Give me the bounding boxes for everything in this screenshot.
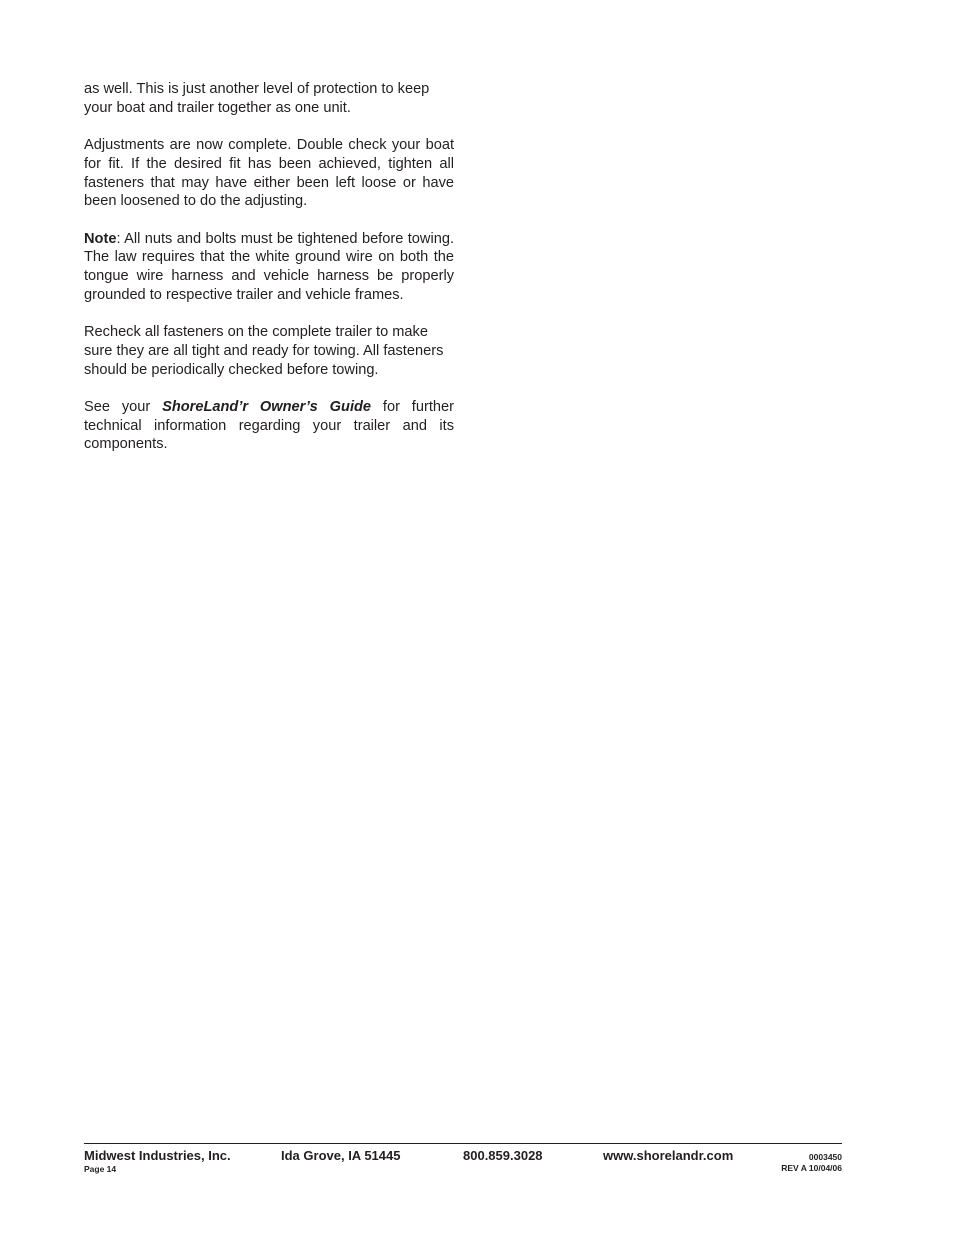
paragraph-recheck: Recheck all fasteners on the complete trailer to make sure they are all tight and ready for towing. All fasteners should be periodically checked before towing.: [84, 324, 444, 378]
footer-company: Midwest Industries, Inc.: [84, 1148, 231, 1163]
owners-guide-title: ShoreLand’r Owner’s Guide: [162, 398, 372, 415]
paragraph-protection: as well. This is just another level of protection to keep your boat and trailer together as one unit.: [84, 81, 430, 116]
footer-revision: REV A 10/04/06: [781, 1163, 842, 1173]
guide-outro: for further technical information regarding your trailer and its components.: [84, 398, 454, 453]
body-column: [84, 80, 454, 473]
note-label: Note: [84, 230, 117, 247]
page-footer: [84, 1146, 842, 1186]
footer-phone: 800.859.3028: [463, 1148, 543, 1163]
note-text: : All nuts and bolts must be tightened before towing. The law requires that the white ground wire on both the tongue wire harness and vehicle harness be properly grounded to respective trailer and vehicle frames.: [84, 230, 454, 303]
footer-doc-number: 0003450: [808, 1152, 842, 1162]
guide-intro: See your: [84, 398, 163, 415]
paragraph-adjustments: Adjustments are now complete. Double check your boat for fit. If the desired fit has been achieved, tighten all fasteners that may have either been left loose or have been loosened to do the adjusting.: [84, 137, 454, 210]
footer-location: Ida Grove, IA 51445: [281, 1148, 401, 1163]
footer-divider: [84, 1143, 842, 1144]
paragraph-note: [84, 230, 454, 305]
footer-page-number: Page 14: [84, 1164, 117, 1174]
footer-website: www.shorelandr.com: [603, 1148, 734, 1163]
paragraph-owners-guide: [84, 398, 454, 454]
